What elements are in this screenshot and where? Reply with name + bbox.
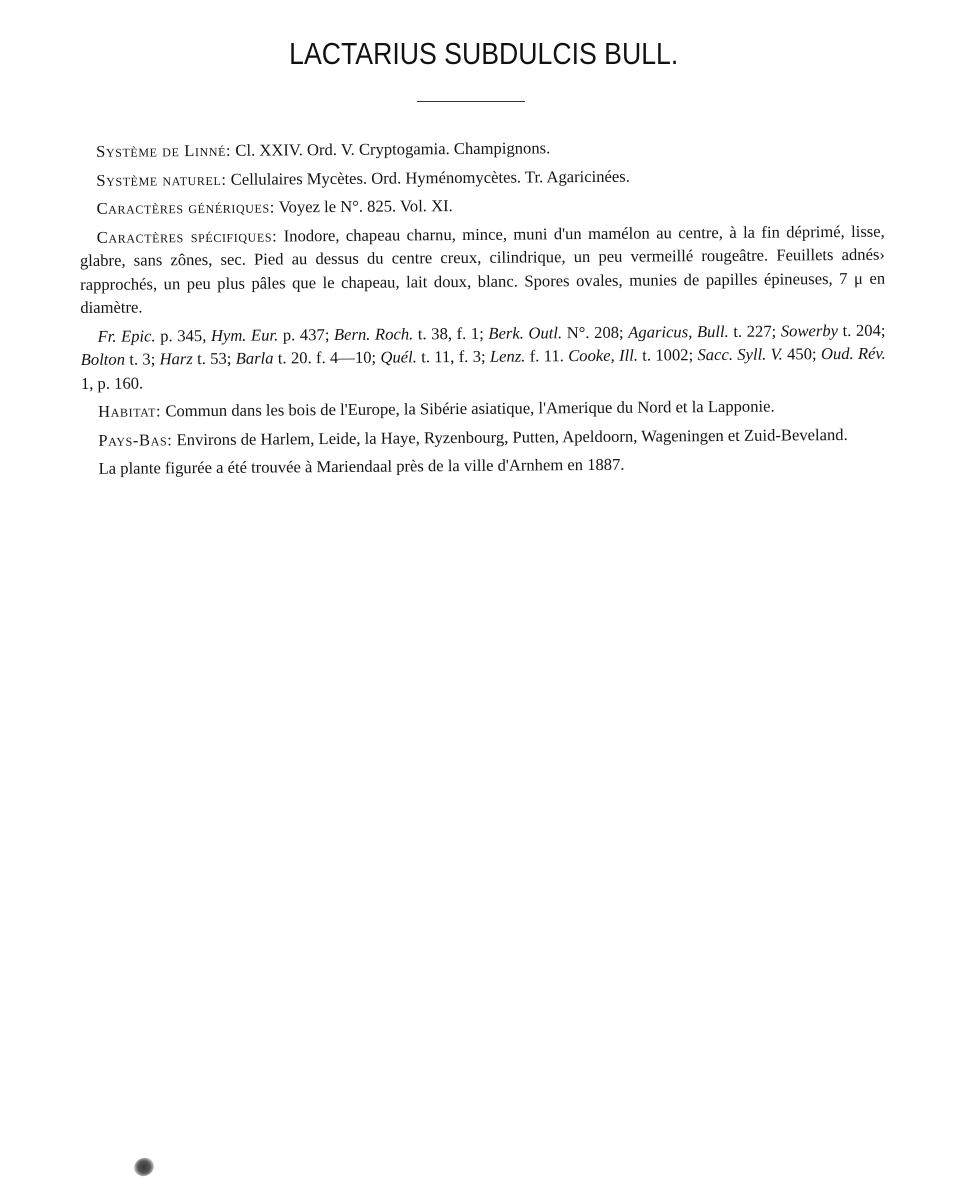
ref-text: t. 204; bbox=[842, 320, 886, 340]
paragraph-habitat bbox=[81, 394, 886, 424]
ref-text: p. 437; bbox=[282, 324, 330, 344]
text-pays-bas: Environs de Harlem, Leide, la Haye, Ryzenbourg, Putten, Apeldoorn, Wageningen et Zuid-Beveland. bbox=[176, 424, 848, 449]
ref-bern-roch: Bern. Roch. bbox=[333, 323, 414, 344]
page-title: LACTARIUS SUBDULCIS BULL. bbox=[289, 36, 679, 71]
text-systeme-naturel: Cellulaires Mycètes. Ord. Hyménomycètes. Tr. Agaricinées. bbox=[230, 166, 630, 189]
ref-bull: Bull. bbox=[696, 321, 729, 341]
label-systeme-naturel: Système naturel: bbox=[96, 169, 227, 190]
text-caracteres-generiques: Voyez le N°. 825. Vol. XI. bbox=[278, 196, 453, 217]
label-systeme-linne: Système de Linné: bbox=[96, 140, 232, 161]
ref-harz: Harz bbox=[159, 349, 193, 369]
text-systeme-linne: Cl. XXIV. Ord. V. Cryptogamia. Champignons. bbox=[235, 138, 551, 160]
paragraph-systeme-linne bbox=[79, 134, 884, 164]
ref-text: t. 20. f. 4—10; bbox=[277, 347, 377, 368]
ref-agaricus: Agaricus, bbox=[628, 321, 693, 342]
text-caracteres-specifiques: Inodore, chapeau charnu, mince, muni d'un mamélon au centre, à la fin déprimé, lisse, glabre, sans zônes, sec. Pied au dessus du centre creux, cilindrique, un peu vermeillé rougeâtre. Feuillets adnés› rapprochés, un peu plus pâles que le chapeau, lait doux, blanc. Spores ovales, munies de papilles épineuses, 7 μ en diamètre. bbox=[79, 221, 886, 317]
ref-berk-outl: Berk. Outl. bbox=[488, 322, 563, 343]
ref-sowerby: Sowerby bbox=[780, 320, 839, 340]
text-habitat: Commun dans les bois de l'Europe, la Sibérie asiatique, l'Amerique du Nord et la Lapponie. bbox=[165, 396, 775, 421]
ref-fr-epic: Fr. Epic. bbox=[97, 325, 156, 346]
ref-oud: Oud. Rév. bbox=[820, 343, 886, 364]
paragraph-caracteres-generiques bbox=[79, 191, 884, 221]
ref-text: p. 345, bbox=[160, 325, 207, 345]
ref-sacc: Sacc. Syll. V. bbox=[697, 344, 783, 365]
ref-lenz: Lenz. bbox=[489, 346, 526, 366]
ref-text: 1, p. 160. bbox=[80, 373, 144, 393]
document-body bbox=[79, 134, 887, 486]
paragraph-references bbox=[80, 318, 886, 395]
label-caracteres-generiques: Caractères génériques: bbox=[96, 197, 275, 218]
text-plante-figuree: La plante figurée a été trouvée à Mariendaal près de la ville d'Arnhem en 1887. bbox=[98, 454, 625, 478]
ink-smudge bbox=[131, 1155, 157, 1180]
ref-text: t. 3; bbox=[129, 349, 156, 369]
ref-text: f. 11. bbox=[529, 346, 564, 366]
ref-barla: Barla bbox=[235, 348, 274, 368]
ref-text: N°. 208; bbox=[566, 322, 624, 342]
ref-hym-eur: Hym. Eur. bbox=[210, 324, 279, 345]
paragraph-caracteres-specifiques bbox=[80, 219, 886, 319]
label-caracteres-specifiques: Caractères spécifiques: bbox=[96, 225, 278, 247]
label-habitat: Habitat: bbox=[98, 401, 162, 421]
ref-text: t. 11, f. 3; bbox=[421, 346, 486, 367]
paragraph-plante-figuree bbox=[81, 451, 886, 481]
ref-cooke: Cooke, Ill. bbox=[568, 345, 639, 366]
paragraph-pays-bas bbox=[81, 422, 886, 452]
ref-text: t. 1002; bbox=[642, 345, 694, 365]
paragraph-systeme-naturel bbox=[79, 162, 884, 192]
ref-quel: Quél. bbox=[380, 347, 417, 367]
ref-bolton: Bolton bbox=[80, 349, 126, 369]
title-divider bbox=[417, 101, 525, 102]
ref-text: t. 227; bbox=[733, 321, 777, 341]
label-pays-bas: Pays-Bas: bbox=[98, 429, 173, 450]
ref-text: t. 38, f. 1; bbox=[417, 323, 484, 343]
ref-text: t. 53; bbox=[197, 348, 232, 369]
ref-text: 450; bbox=[787, 344, 817, 364]
